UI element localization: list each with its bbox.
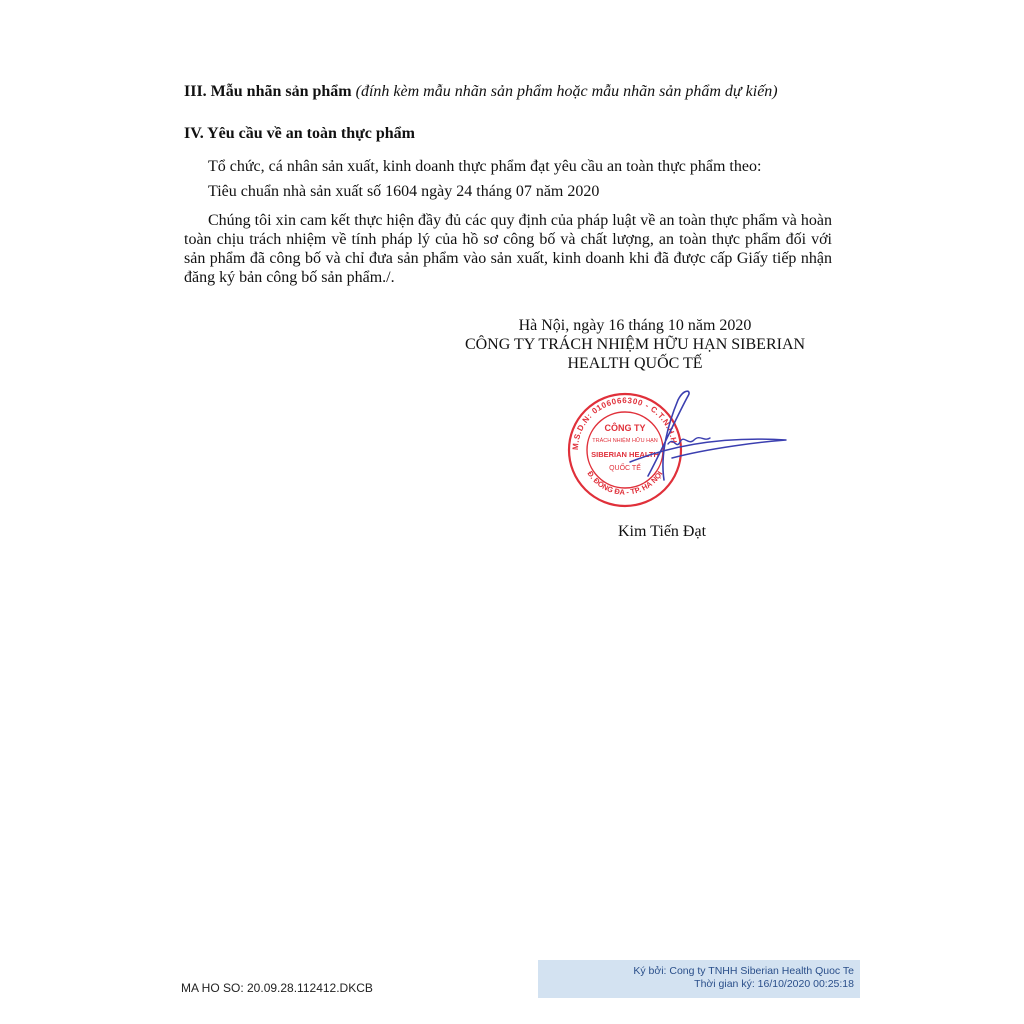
stamp-and-signature-graphic — [560, 384, 790, 514]
section-4-line-1: Tổ chức, cá nhân sản xuất, kinh doanh thực phẩm đạt yêu cầu an toàn thực phẩm theo: — [208, 158, 762, 175]
company-name-line-2: HEALTH QUỐC TẾ — [567, 355, 703, 372]
signature-block — [440, 316, 830, 373]
company-name-line-1: CÔNG TY TRÁCH NHIỆM HỮU HẠN SIBERIAN — [464, 336, 806, 353]
section-3-note: (đính kèm mẫu nhãn sản phẩm hoặc mẫu nhãn sản phẩm dự kiến) — [355, 83, 778, 100]
signed-by: Ký bởi: Cong ty TNHH Siberian Health Quoc Te — [633, 965, 854, 977]
company-stamp — [560, 384, 790, 514]
place-date: Hà Nội, ngày 16 tháng 10 năm 2020 — [518, 317, 752, 334]
signer-name: Kim Tiến Đạt — [618, 523, 707, 540]
section-4-line-2: Tiêu chuẩn nhà sản xuất số 1604 ngày 24 tháng 07 năm 2020 — [208, 183, 600, 200]
section-3-heading — [184, 82, 778, 102]
signature-icon — [630, 391, 786, 480]
digital-signature-box — [538, 960, 860, 998]
file-code: MA HO SO: 20.09.28.112412.DKCB — [181, 981, 373, 995]
svg-text:Đ. ĐỐNG ĐA - TP. HÀ NỘI: Đ. ĐỐNG ĐA - TP. HÀ NỘI — [585, 469, 665, 497]
signed-time: Thời gian ký: 16/10/2020 00:25:18 — [694, 978, 854, 990]
svg-text:CÔNG TY: CÔNG TY — [604, 423, 646, 433]
svg-text:M.S.D.N: 0106066300 - C.T.N.H.: M.S.D.N: 0106066300 - C.T.N.H.H — [570, 395, 679, 451]
svg-text:TRÁCH NHIỆM HỮU HẠN: TRÁCH NHIỆM HỮU HẠN — [592, 438, 658, 444]
svg-text:SIBERIAN HEALTH: SIBERIAN HEALTH — [591, 450, 659, 459]
commitment-paragraph: Chúng tôi xin cam kết thực hiện đầy đủ các quy định của pháp luật về an toàn thực phẩm và hoàn toàn chịu trách nhiệm về tính pháp lý của hồ sơ công bố và chất lượng, an toàn thực phẩm đối với sản phẩm đã công bố và chỉ đưa sản phẩm vào sản xuất, kinh doanh khi đã được cấp Giấy tiếp nhận đăng ký bản công bố sản phẩm./. — [184, 212, 832, 286]
section-3-title: III. Mẫu nhãn sản phẩm — [184, 83, 352, 100]
section-4-heading: IV. Yêu cầu về an toàn thực phẩm — [184, 125, 415, 142]
svg-text:QUỐC TẾ: QUỐC TẾ — [609, 465, 641, 472]
